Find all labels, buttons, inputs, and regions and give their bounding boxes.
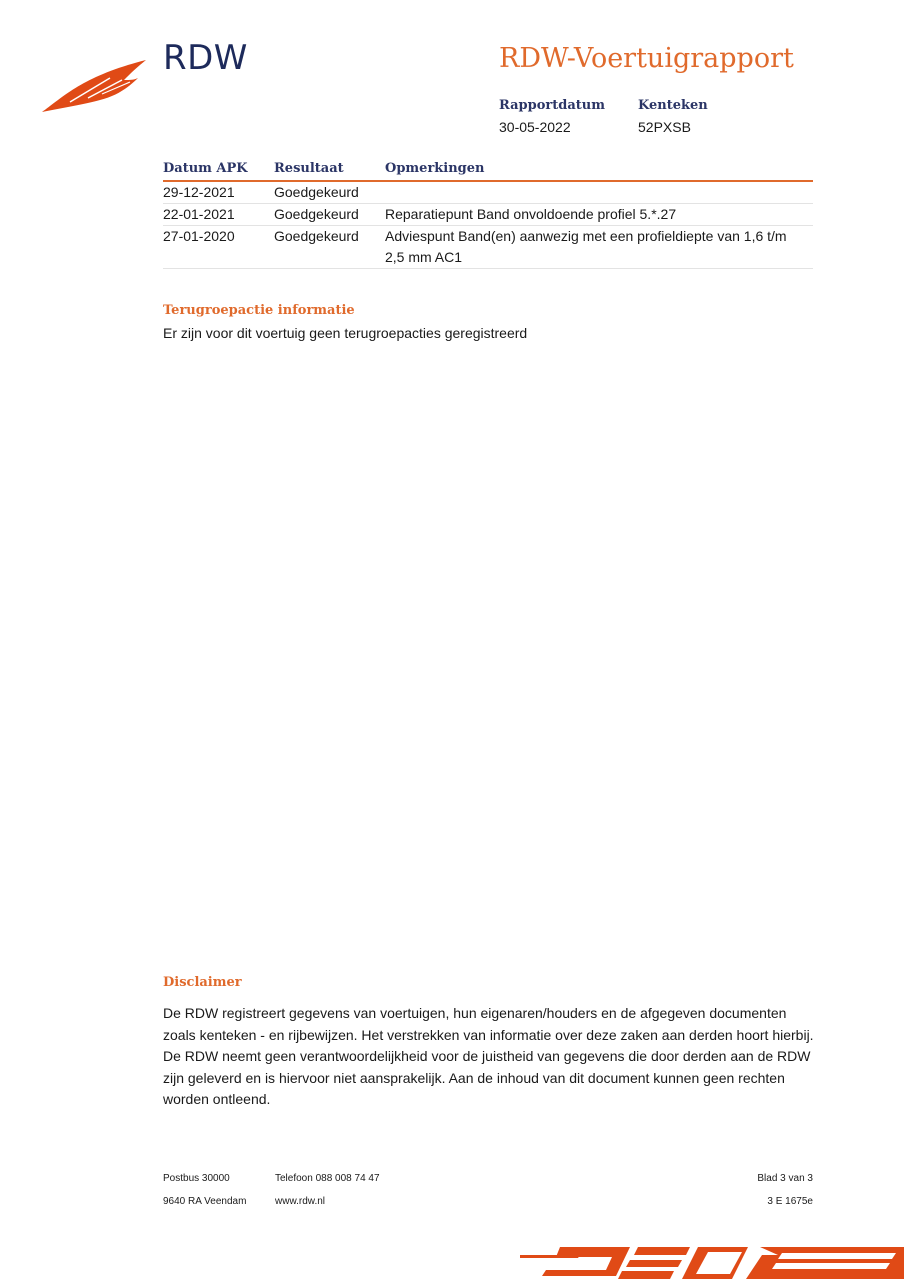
- table-row: [163, 182, 813, 204]
- footer-phone: Telefoon 088 008 74 47: [275, 1173, 380, 1184]
- column-header-date: Datum APK: [163, 161, 248, 176]
- logo-text: RDW: [163, 38, 248, 78]
- disclaimer-text: De RDW registreert gegevens van voertuigen, hun eigenaren/houders en de afgegeven documenten zoals kenteken - en rijbewijzen. Het verstrekken van informatie over deze zaken aan derden hoort hierbij. De RDW neemt geen verantwoordelijkheid voor de juistheid van gegevens die door derden aan de RDW zijn geleverd en is hiervoor niet aansprakelijk. Aan de inhoud van dit document kunnen geen rechten worden ontleend.: [163, 1005, 814, 1107]
- row-remark: Adviespunt Band(en) aanwezig met een profieldiepte van 1,6 t/m 2,5 mm AC1: [385, 228, 787, 265]
- footer-postbus: Postbus 30000: [163, 1173, 230, 1184]
- table-row: [163, 204, 813, 226]
- row-result: Goedgekeurd: [274, 228, 359, 244]
- footer-page-number: Blad 3 van 3: [757, 1173, 813, 1184]
- row-date: 27-01-2020: [163, 228, 235, 244]
- column-header-result: Resultaat: [274, 161, 344, 176]
- report-date-label: Rapportdatum: [499, 98, 605, 113]
- report-date-value: 30-05-2022: [499, 119, 571, 135]
- row-date: 29-12-2021: [163, 184, 235, 200]
- recall-text: Er zijn voor dit voertuig geen terugroepacties geregistreerd: [163, 325, 528, 341]
- row-result: Goedgekeurd: [274, 184, 359, 200]
- plate-label: Kenteken: [638, 98, 708, 113]
- table-header: [163, 159, 813, 182]
- footer-city: 9640 RA Veendam: [163, 1196, 247, 1207]
- row-remark: Reparatiepunt Band onvoldoende profiel 5.*.27: [385, 206, 677, 222]
- speed-stripes-icon: [520, 1243, 904, 1280]
- disclaimer-title: Disclaimer: [163, 975, 242, 990]
- column-header-remarks: Opmerkingen: [385, 161, 485, 176]
- footer-code: 3 E 1675e: [767, 1196, 813, 1207]
- rdw-logo-icon: [40, 58, 148, 114]
- document-title: RDW-Voertuigrapport: [499, 43, 794, 74]
- table-row: [163, 226, 813, 269]
- apk-table: [163, 159, 813, 269]
- footer-website[interactable]: www.rdw.nl: [275, 1196, 326, 1207]
- plate-value: 52PXSB: [638, 119, 691, 135]
- recall-title: Terugroepactie informatie: [163, 303, 355, 318]
- row-date: 22-01-2021: [163, 206, 235, 222]
- row-result: Goedgekeurd: [274, 206, 359, 222]
